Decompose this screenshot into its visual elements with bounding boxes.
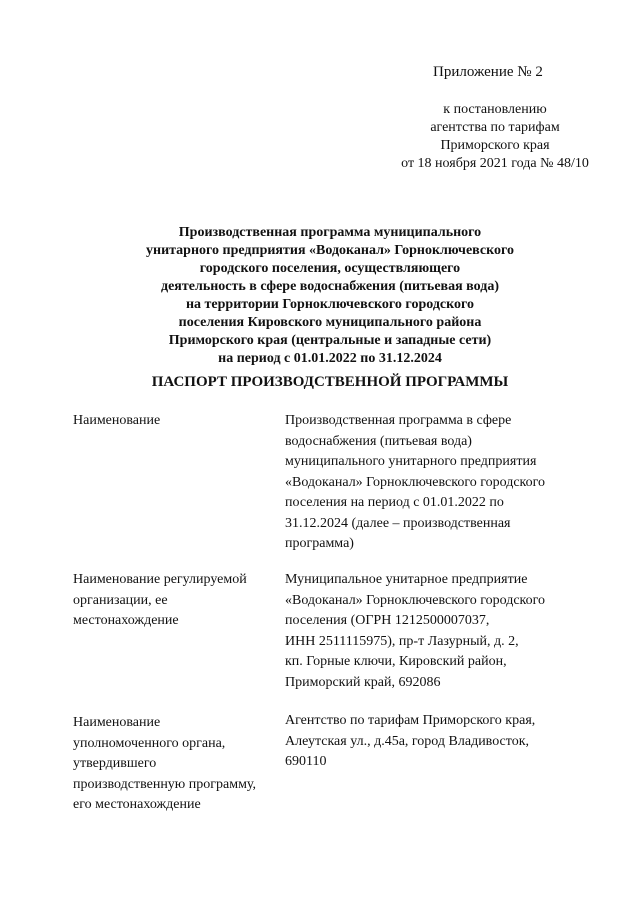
row-value-line: поселения на период с 01.01.2022 по	[285, 495, 504, 510]
appendix-reference	[380, 101, 610, 173]
program-title-line: Приморского края (центральные и западные сети)	[168, 333, 492, 348]
row-value-line: муниципального унитарного предприятия	[285, 454, 537, 469]
row-value-line: «Водоканал» Горноключевского городского	[285, 592, 546, 608]
row-label-line: его местонахождение	[73, 797, 201, 812]
row-value	[285, 411, 605, 555]
program-title	[100, 224, 560, 368]
row-label-line: Наименование	[73, 413, 161, 428]
row-value-line: Алеутская ул., д.45а, город Владивосток,	[285, 733, 529, 749]
row-label-line: производственную программу,	[73, 776, 257, 792]
passport-heading: ПАСПОРТ ПРОИЗВОДСТВЕННОЙ ПРОГРАММЫ	[151, 374, 509, 390]
row-value-line: ИНН 2511115975), пр-т Лазурный, д. 2,	[285, 633, 519, 649]
appendix-line: Приморского края	[440, 138, 550, 153]
appendix-line: от 18 ноября 2021 года № 48/10	[401, 156, 589, 171]
row-value	[285, 711, 605, 773]
program-title-line: поселения Кировского муниципального района	[178, 315, 482, 330]
appendix-title: Приложение № 2	[433, 64, 543, 80]
row-label-line: организации, ее	[73, 592, 168, 608]
row-label-line: уполномоченного органа,	[73, 735, 226, 751]
program-title-line: на период с 01.01.2022 по 31.12.2024	[218, 351, 442, 366]
row-value-line: кп. Горные ключи, Кировский район,	[285, 654, 507, 669]
row-value-line: Производственная программа в сфере	[285, 413, 512, 428]
row-label-line: утвердившего	[73, 756, 157, 771]
appendix-line: к постановлению	[443, 102, 547, 117]
row-value-line: Муниципальное унитарное предприятие	[285, 572, 528, 587]
row-label-line: Наименование	[73, 715, 161, 730]
program-title-line: деятельность в сфере водоснабжения (питьевая вода)	[161, 279, 499, 294]
row-value-line: 31.12.2024 (далее – производственная	[285, 515, 511, 531]
program-title-line: на территории Горноключевского городского	[185, 297, 475, 312]
row-label	[73, 411, 278, 432]
row-value-line: Агентство по тарифам Приморского края,	[285, 713, 536, 728]
row-label	[73, 570, 278, 632]
appendix-line: агентства по тарифам	[430, 120, 560, 135]
program-title-line: унитарного предприятия «Водоканал» Горноключевского	[146, 243, 514, 258]
row-label-line: местонахождение	[73, 613, 179, 628]
row-value-line: водоснабжения (питьевая вода)	[285, 433, 472, 449]
row-value-line: программа)	[285, 536, 354, 551]
row-label-line: Наименование регулируемой	[73, 572, 247, 587]
program-title-line: городского поселения, осуществляющего	[199, 261, 461, 276]
row-value-line: поселения (ОГРН 1212500007037,	[285, 613, 490, 628]
row-label	[73, 713, 278, 816]
row-value-line: «Водоканал» Горноключевского городского	[285, 474, 546, 490]
row-value	[285, 570, 605, 693]
row-value-line: 690110	[285, 754, 327, 769]
program-title-line: Производственная программа муниципального	[178, 225, 482, 240]
row-value-line: Приморский край, 692086	[285, 674, 441, 690]
